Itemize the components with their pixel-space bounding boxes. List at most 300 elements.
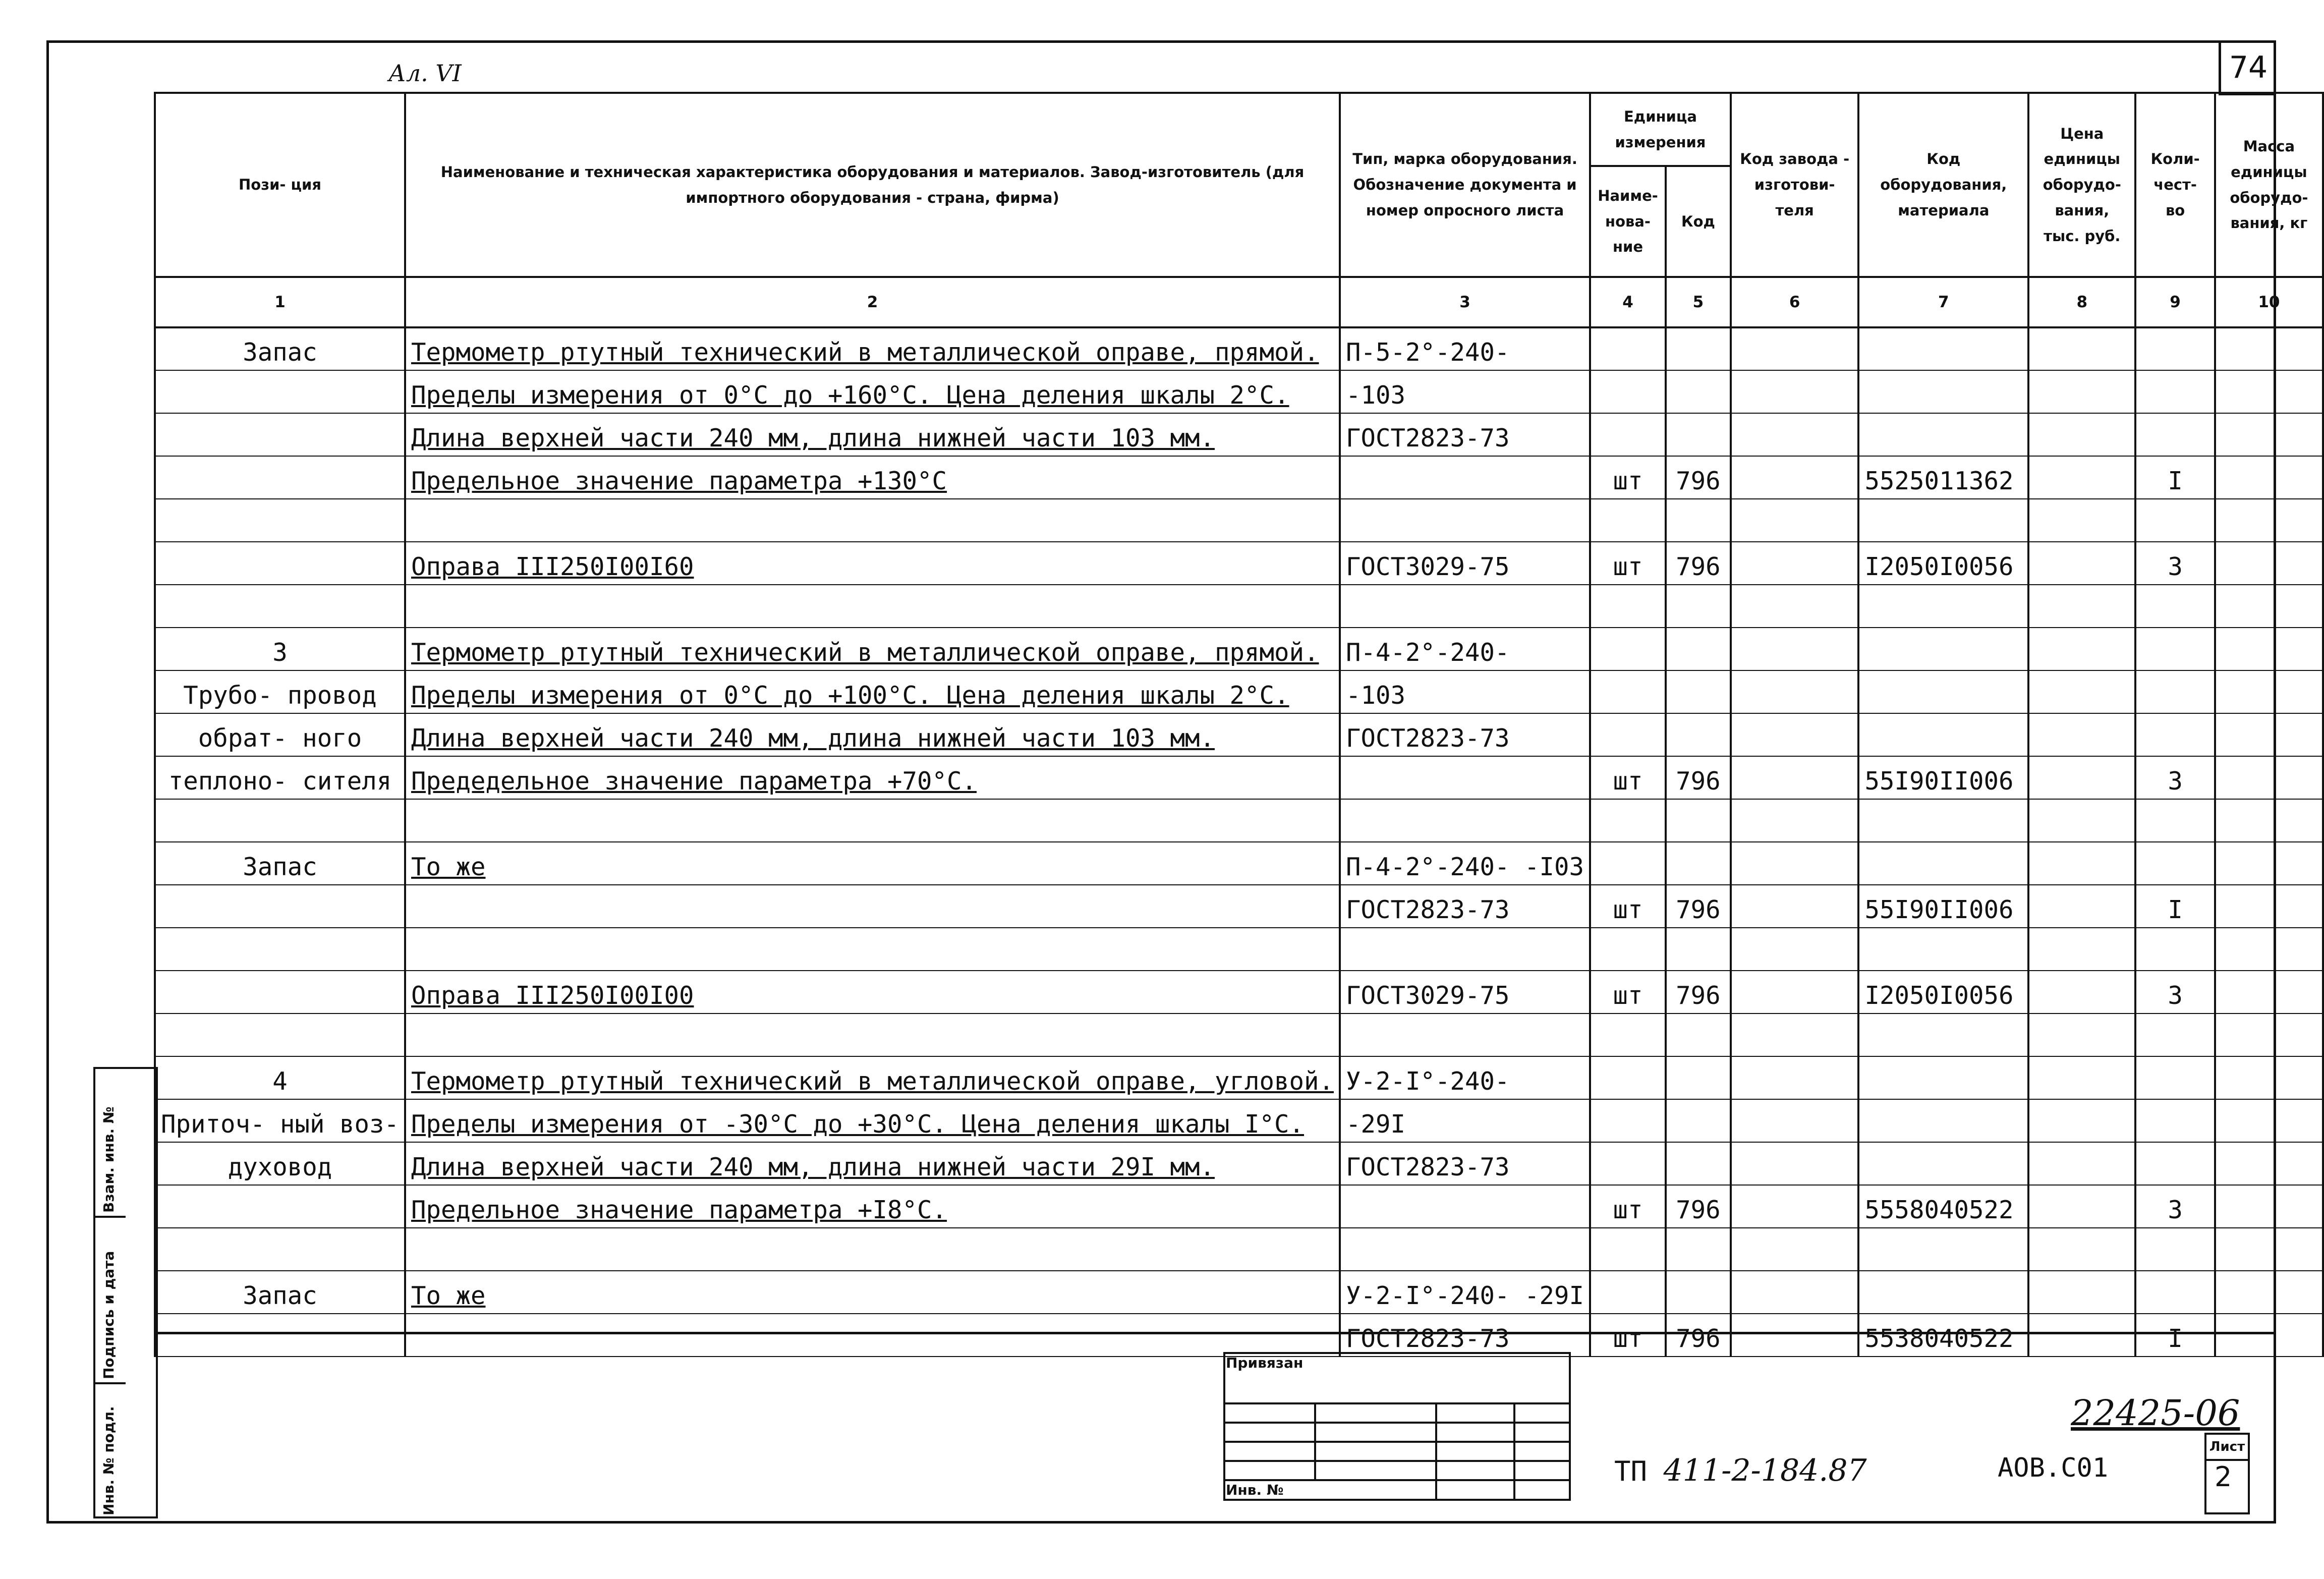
cell-name: То же xyxy=(405,842,1340,885)
cell-type xyxy=(1340,799,1590,842)
cell-mass xyxy=(2215,1099,2323,1142)
sheet-box xyxy=(2204,1433,2250,1514)
cell-qty xyxy=(2135,413,2215,456)
cell-plant xyxy=(1731,370,1859,413)
cell-type: ГОСТ2823-73 xyxy=(1340,413,1590,456)
cell-code xyxy=(1666,670,1731,713)
cell-qty xyxy=(2135,1013,2215,1056)
col-header-name: Наименование и техническая характеристика оборудования и материалов. Завод-изготовитель (для импортного оборудования - страна, фирма) xyxy=(405,93,1340,277)
cell-mass xyxy=(2215,1185,2323,1228)
cell-unit: шт xyxy=(1590,756,1666,799)
cell-mass xyxy=(2215,1056,2323,1099)
cell-qty: I xyxy=(2135,885,2215,928)
cell-equip xyxy=(1858,628,2028,670)
cell-name: Предельное значение параметра +I8°С. xyxy=(405,1185,1340,1228)
col-number: 9 xyxy=(2135,277,2215,327)
cell-code xyxy=(1666,1056,1731,1099)
cell-type xyxy=(1340,499,1590,542)
cell-equip xyxy=(1858,928,2028,971)
table-row xyxy=(155,1271,2323,1314)
cell-price xyxy=(2028,1314,2135,1357)
cell-type xyxy=(1340,1013,1590,1056)
cell-plant xyxy=(1731,585,1859,628)
cell-plant xyxy=(1731,971,1859,1013)
cell-price xyxy=(2028,370,2135,413)
cell-mass xyxy=(2215,799,2323,842)
cell-price xyxy=(2028,713,2135,756)
cell-qty xyxy=(2135,327,2215,370)
cell-pos: Запас xyxy=(155,842,405,885)
table-row xyxy=(155,542,2323,585)
col-number: 5 xyxy=(1666,277,1731,327)
cell-equip xyxy=(1858,1013,2028,1056)
cell-plant xyxy=(1731,1228,1859,1271)
table-row xyxy=(155,756,2323,799)
cell-name: Пределы измерения от 0°С до +160°С. Цена деления шкалы 2°С. xyxy=(405,370,1340,413)
cell-type xyxy=(1340,585,1590,628)
cell-code xyxy=(1666,413,1731,456)
cell-plant xyxy=(1731,542,1859,585)
cell-type xyxy=(1340,928,1590,971)
cell-unit: шт xyxy=(1590,456,1666,499)
document-code: АОВ.С01 xyxy=(1998,1453,2109,1483)
cell-price xyxy=(2028,628,2135,670)
stamp-linked-label: Привязан xyxy=(1226,1355,1303,1371)
cell-name xyxy=(405,885,1340,928)
side-cell xyxy=(95,1069,126,1218)
tp-code: 411-2-184.87 xyxy=(1663,1453,1867,1488)
cell-mass xyxy=(2215,756,2323,799)
cell-mass xyxy=(2215,971,2323,1013)
cell-pos xyxy=(155,585,405,628)
cell-price xyxy=(2028,1013,2135,1056)
col-header-pos: Пози- ция xyxy=(155,93,405,277)
cell-name: Длина верхней части 240 мм, длина нижней части 29I мм. xyxy=(405,1142,1340,1185)
cell-pos xyxy=(155,928,405,971)
cell-mass xyxy=(2215,370,2323,413)
cell-price xyxy=(2028,885,2135,928)
cell-name: Пределы измерения от -30°С до +30°С. Цена деления шкалы I°С. xyxy=(405,1099,1340,1142)
cell-code xyxy=(1666,628,1731,670)
cell-unit xyxy=(1590,413,1666,456)
col-header-qty: Коли- чест- во xyxy=(2135,93,2215,277)
cell-code xyxy=(1666,713,1731,756)
cell-equip: 5538040522 xyxy=(1858,1314,2028,1357)
cell-mass xyxy=(2215,842,2323,885)
cell-price xyxy=(2028,842,2135,885)
table-row xyxy=(155,1142,2323,1185)
cell-price xyxy=(2028,1099,2135,1142)
cell-unit xyxy=(1590,628,1666,670)
col-number: 6 xyxy=(1731,277,1859,327)
cell-equip xyxy=(1858,670,2028,713)
cell-qty xyxy=(2135,585,2215,628)
cell-pos xyxy=(155,456,405,499)
side-cell xyxy=(95,1384,126,1518)
cell-qty xyxy=(2135,799,2215,842)
cell-price xyxy=(2028,756,2135,799)
cell-name: Длина верхней части 240 мм, длина нижней части 103 мм. xyxy=(405,413,1340,456)
cell-plant xyxy=(1731,499,1859,542)
table-row xyxy=(155,1185,2323,1228)
cell-qty xyxy=(2135,713,2215,756)
cell-plant xyxy=(1731,1314,1859,1357)
cell-pos xyxy=(155,499,405,542)
cell-price xyxy=(2028,971,2135,1013)
cell-code xyxy=(1666,499,1731,542)
cell-pos: 4 xyxy=(155,1056,405,1099)
cell-mass xyxy=(2215,1142,2323,1185)
cell-unit xyxy=(1590,1099,1666,1142)
cell-price xyxy=(2028,327,2135,370)
cell-mass xyxy=(2215,628,2323,670)
tp-designation xyxy=(1614,1453,1867,1488)
tp-prefix: ТП xyxy=(1614,1455,1648,1487)
col-header-unit-code: Код xyxy=(1666,166,1731,277)
cell-unit xyxy=(1590,842,1666,885)
table-row xyxy=(155,628,2323,670)
cell-mass xyxy=(2215,1314,2323,1357)
cell-unit xyxy=(1590,1013,1666,1056)
cell-name: Предельное значение параметра +130°С xyxy=(405,456,1340,499)
cell-qty: I xyxy=(2135,1314,2215,1357)
cell-pos: Трубо- провод xyxy=(155,670,405,713)
side-stamp xyxy=(93,1067,158,1518)
cell-unit xyxy=(1590,799,1666,842)
cell-qty xyxy=(2135,1271,2215,1314)
cell-code: 796 xyxy=(1666,1185,1731,1228)
col-number: 2 xyxy=(405,277,1340,327)
cell-code xyxy=(1666,1271,1731,1314)
cell-pos xyxy=(155,799,405,842)
cell-pos xyxy=(155,413,405,456)
cell-price xyxy=(2028,928,2135,971)
cell-mass xyxy=(2215,1013,2323,1056)
cell-plant xyxy=(1731,1013,1859,1056)
cell-qty xyxy=(2135,1142,2215,1185)
cell-equip xyxy=(1858,327,2028,370)
cell-equip: 5525011362 xyxy=(1858,456,2028,499)
cell-qty xyxy=(2135,842,2215,885)
cell-mass xyxy=(2215,1271,2323,1314)
cell-equip xyxy=(1858,499,2028,542)
page-number: 74 xyxy=(2219,42,2276,95)
cell-code xyxy=(1666,1013,1731,1056)
project-number: 22425-06 xyxy=(2071,1392,2240,1434)
cell-qty: 3 xyxy=(2135,542,2215,585)
table-row xyxy=(155,1228,2323,1271)
cell-name xyxy=(405,799,1340,842)
cell-type: П-5-2°-240- xyxy=(1340,327,1590,370)
col-header-equip-code: Код оборудования, материала xyxy=(1858,93,2028,277)
cell-equip: I2050I0056 xyxy=(1858,542,2028,585)
cell-qty xyxy=(2135,499,2215,542)
cell-pos xyxy=(155,885,405,928)
cell-price xyxy=(2028,585,2135,628)
cell-unit xyxy=(1590,499,1666,542)
cell-qty xyxy=(2135,670,2215,713)
cell-code: 796 xyxy=(1666,542,1731,585)
cell-price xyxy=(2028,542,2135,585)
cell-pos xyxy=(155,370,405,413)
cell-name: Термометр ртутный технический в металлической оправе, прямой. xyxy=(405,327,1340,370)
cell-pos: обрат- ного xyxy=(155,713,405,756)
cell-plant xyxy=(1731,928,1859,971)
cell-unit: шт xyxy=(1590,542,1666,585)
cell-mass xyxy=(2215,585,2323,628)
cell-type: -103 xyxy=(1340,370,1590,413)
cell-code xyxy=(1666,1099,1731,1142)
cell-name: Термометр ртутный технический в металлической оправе, угловой. xyxy=(405,1056,1340,1099)
cell-type xyxy=(1340,456,1590,499)
table-row xyxy=(155,885,2323,928)
cell-code xyxy=(1666,327,1731,370)
cell-pos: Запас xyxy=(155,1271,405,1314)
cell-code xyxy=(1666,842,1731,885)
cell-plant xyxy=(1731,670,1859,713)
cell-plant xyxy=(1731,885,1859,928)
sheet-label: Лист xyxy=(2206,1435,2248,1461)
cell-name xyxy=(405,1228,1340,1271)
cell-unit xyxy=(1590,1142,1666,1185)
cell-pos xyxy=(155,971,405,1013)
table-row xyxy=(155,1314,2323,1357)
cell-plant xyxy=(1731,756,1859,799)
cell-code: 796 xyxy=(1666,1314,1731,1357)
cell-pos xyxy=(155,1314,405,1357)
cell-plant xyxy=(1731,413,1859,456)
cell-price xyxy=(2028,670,2135,713)
table-row xyxy=(155,585,2323,628)
cell-code xyxy=(1666,799,1731,842)
cell-unit xyxy=(1590,370,1666,413)
cell-type: -103 xyxy=(1340,670,1590,713)
cell-plant xyxy=(1731,1271,1859,1314)
cell-type: П-4-2°-240- -I03 xyxy=(1340,842,1590,885)
cell-type: -29I xyxy=(1340,1099,1590,1142)
col-number: 4 xyxy=(1590,277,1666,327)
col-header-plant-code: Код завода - изготови- теля xyxy=(1731,93,1859,277)
cell-mass xyxy=(2215,885,2323,928)
cell-code xyxy=(1666,370,1731,413)
cell-price xyxy=(2028,1271,2135,1314)
cell-mass xyxy=(2215,413,2323,456)
cell-qty: I xyxy=(2135,456,2215,499)
cell-type: ГОСТ2823-73 xyxy=(1340,713,1590,756)
cell-pos xyxy=(155,1228,405,1271)
cell-plant xyxy=(1731,327,1859,370)
cell-plant xyxy=(1731,628,1859,670)
cell-plant xyxy=(1731,799,1859,842)
cell-mass xyxy=(2215,928,2323,971)
col-number: 3 xyxy=(1340,277,1590,327)
cell-plant xyxy=(1731,842,1859,885)
cell-unit: шт xyxy=(1590,1185,1666,1228)
cell-name xyxy=(405,1314,1340,1357)
cell-price xyxy=(2028,1228,2135,1271)
cell-price xyxy=(2028,799,2135,842)
cell-equip: 5558040522 xyxy=(1858,1185,2028,1228)
cell-pos: 3 xyxy=(155,628,405,670)
cell-qty: 3 xyxy=(2135,1185,2215,1228)
cell-type: ГОСТ2823-73 xyxy=(1340,885,1590,928)
cell-unit xyxy=(1590,928,1666,971)
cell-price xyxy=(2028,456,2135,499)
cell-price xyxy=(2028,413,2135,456)
cell-name: Оправа III250I00I00 xyxy=(405,971,1340,1013)
cell-name xyxy=(405,585,1340,628)
col-number: 7 xyxy=(1858,277,2028,327)
cell-unit xyxy=(1590,585,1666,628)
col-header-unit-name: Наиме- нова- ние xyxy=(1590,166,1666,277)
cell-code: 796 xyxy=(1666,756,1731,799)
cell-type: П-4-2°-240- xyxy=(1340,628,1590,670)
cell-plant xyxy=(1731,1142,1859,1185)
table-row xyxy=(155,1056,2323,1099)
cell-unit: шт xyxy=(1590,1314,1666,1357)
cell-equip: 55I90II006 xyxy=(1858,756,2028,799)
cell-code: 796 xyxy=(1666,971,1731,1013)
col-number: 1 xyxy=(155,277,405,327)
cell-qty xyxy=(2135,370,2215,413)
col-header-price: Цена единицы оборудо- вания, тыс. руб. xyxy=(2028,93,2135,277)
cell-equip xyxy=(1858,1228,2028,1271)
cell-pos xyxy=(155,1185,405,1228)
cell-pos: Приточ- ный воз- xyxy=(155,1099,405,1142)
cell-price xyxy=(2028,1056,2135,1099)
cell-code xyxy=(1666,928,1731,971)
cell-plant xyxy=(1731,713,1859,756)
cell-pos: Запас xyxy=(155,327,405,370)
cell-mass xyxy=(2215,499,2323,542)
cell-equip xyxy=(1858,585,2028,628)
cell-type: ГОСТ3029-75 xyxy=(1340,542,1590,585)
cell-mass xyxy=(2215,456,2323,499)
cell-name: Длина верхней части 240 мм, длина нижней части 103 мм. xyxy=(405,713,1340,756)
col-header-type: Тип, марка оборудования. Обозначение документа и номер опросного листа xyxy=(1340,93,1590,277)
col-header-mass: Масса единицы оборудо- вания, кг xyxy=(2215,93,2323,277)
cell-type xyxy=(1340,1185,1590,1228)
cell-qty xyxy=(2135,1099,2215,1142)
table-row xyxy=(155,928,2323,971)
col-number: 8 xyxy=(2028,277,2135,327)
cell-equip xyxy=(1858,799,2028,842)
table-row xyxy=(155,327,2323,370)
cell-name xyxy=(405,499,1340,542)
cell-qty xyxy=(2135,628,2215,670)
cell-type: У-2-I°-240- -29I xyxy=(1340,1271,1590,1314)
cell-type xyxy=(1340,756,1590,799)
album-mark: Ал. VI xyxy=(388,60,462,87)
cell-unit xyxy=(1590,1056,1666,1099)
specification-table xyxy=(154,92,2324,1357)
cell-equip xyxy=(1858,842,2028,885)
cell-unit xyxy=(1590,1271,1666,1314)
cell-plant xyxy=(1731,1099,1859,1142)
side-cell xyxy=(95,1218,126,1384)
table-row xyxy=(155,456,2323,499)
cell-code xyxy=(1666,1228,1731,1271)
cell-name: Предедельное значение параметра +70°С. xyxy=(405,756,1340,799)
cell-unit xyxy=(1590,713,1666,756)
cell-pos: теплоно- сителя xyxy=(155,756,405,799)
cell-equip xyxy=(1858,1056,2028,1099)
cell-equip xyxy=(1858,1099,2028,1142)
col-number: 10 xyxy=(2215,277,2323,327)
cell-equip xyxy=(1858,413,2028,456)
cell-qty: 3 xyxy=(2135,971,2215,1013)
cell-qty: 3 xyxy=(2135,756,2215,799)
table-row xyxy=(155,713,2323,756)
cell-name: Пределы измерения от 0°С до +100°С. Цена деления шкалы 2°С. xyxy=(405,670,1340,713)
cell-unit: шт xyxy=(1590,971,1666,1013)
cell-equip xyxy=(1858,1142,2028,1185)
cell-name xyxy=(405,928,1340,971)
cell-qty xyxy=(2135,1056,2215,1099)
cell-equip xyxy=(1858,1271,2028,1314)
cell-unit xyxy=(1590,1228,1666,1271)
cell-unit xyxy=(1590,327,1666,370)
table-row xyxy=(155,499,2323,542)
cell-mass xyxy=(2215,327,2323,370)
cell-name: Оправа III250I00I60 xyxy=(405,542,1340,585)
side-label: Взам. инв. № xyxy=(100,1106,117,1213)
table-row xyxy=(155,799,2323,842)
cell-qty xyxy=(2135,928,2215,971)
cell-pos xyxy=(155,1013,405,1056)
cell-name: То же xyxy=(405,1271,1340,1314)
cell-qty xyxy=(2135,1228,2215,1271)
cell-price xyxy=(2028,1142,2135,1185)
cell-plant xyxy=(1731,456,1859,499)
cell-equip xyxy=(1858,713,2028,756)
cell-code: 796 xyxy=(1666,885,1731,928)
cell-plant xyxy=(1731,1185,1859,1228)
cell-unit xyxy=(1590,670,1666,713)
cell-name xyxy=(405,1013,1340,1056)
cell-type: У-2-I°-240- xyxy=(1340,1056,1590,1099)
cell-pos xyxy=(155,542,405,585)
col-header-unit-group: Единица измерения xyxy=(1590,93,1731,166)
cell-mass xyxy=(2215,542,2323,585)
cell-mass xyxy=(2215,713,2323,756)
cell-mass xyxy=(2215,670,2323,713)
cell-plant xyxy=(1731,1056,1859,1099)
cell-code: 796 xyxy=(1666,456,1731,499)
bottom-divider xyxy=(154,1332,2276,1334)
cell-type: ГОСТ2823-73 xyxy=(1340,1314,1590,1357)
cell-equip: I2050I0056 xyxy=(1858,971,2028,1013)
cell-price xyxy=(2028,1185,2135,1228)
side-label: Инв. № подл. xyxy=(100,1406,117,1515)
table-row xyxy=(155,670,2323,713)
stamp-inv-label: Инв. № xyxy=(1226,1482,1284,1498)
cell-type xyxy=(1340,1228,1590,1271)
cell-unit: шт xyxy=(1590,885,1666,928)
cell-type: ГОСТ2823-73 xyxy=(1340,1142,1590,1185)
cell-type: ГОСТ3029-75 xyxy=(1340,971,1590,1013)
cell-mass xyxy=(2215,1228,2323,1271)
cell-code xyxy=(1666,585,1731,628)
cell-name: Термометр ртутный технический в металлической оправе, прямой. xyxy=(405,628,1340,670)
table-row xyxy=(155,1013,2323,1056)
cell-pos: духовод xyxy=(155,1142,405,1185)
cell-code xyxy=(1666,1142,1731,1185)
table-row xyxy=(155,1099,2323,1142)
cell-price xyxy=(2028,499,2135,542)
side-label: Подпись и дата xyxy=(100,1251,117,1379)
table-row xyxy=(155,842,2323,885)
